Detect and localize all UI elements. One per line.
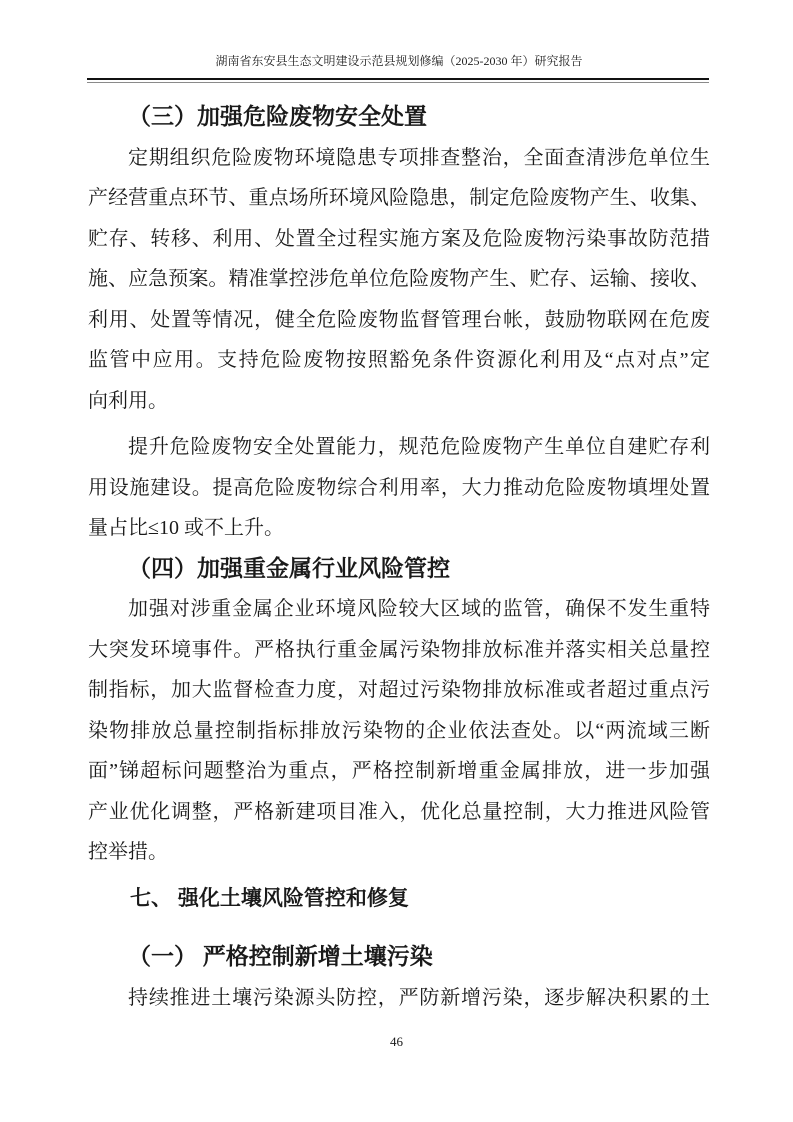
text-line: 持续推进土壤污染源头防控，严防新增污染，逐步解决积累的土	[128, 986, 710, 1009]
section-heading-3: （三）加强危险废物安全处置	[128, 104, 427, 129]
text-line: 量占比≤10 或不上升。	[88, 517, 284, 539]
text-line: 产经营重点环节、重点场所环境风险隐患，制定危险废物产生、收集、	[88, 187, 710, 209]
text-line: 控举措。	[88, 841, 168, 863]
text-line: 贮存、转移、利用、处置全过程实施方案及危险废物污染事故防范措	[88, 227, 710, 250]
text-line: 利用、处置等情况，健全危险废物监督管理台帐，鼓励物联网在危废	[88, 308, 710, 331]
text-line: 面”锑超标问题整治为重点，严格控制新增重金属排放，进一步加强	[88, 760, 710, 782]
paragraph	[88, 589, 710, 873]
text-line: 制指标，加大监督检查力度，对超过污染物排放标准或者超过重点污	[88, 679, 710, 701]
paragraph	[88, 138, 710, 422]
text-line: 加强对涉重金属企业环境风险较大区域的监管，确保不发生重特	[128, 598, 710, 620]
text-line: 施、应急预案。精准掌控涉危单位危险废物产生、贮存、运输、接收、	[88, 268, 710, 290]
text-line: 用设施建设。提高危险废物综合利用率，大力推动危险废物填埋处置	[88, 476, 710, 499]
text-line: 产业优化调整，严格新建项目准入，优化总量控制，大力推进风险管	[88, 800, 710, 823]
text-line: 定期组织危险废物环境隐患专项排查整治，全面查清涉危单位生	[128, 146, 710, 169]
page-number: 46	[390, 1034, 403, 1049]
text-line: 大突发环境事件。严格执行重金属污染物排放标准并落实相关总量控	[88, 638, 710, 661]
section-heading-1: （一） 严格控制新增土壤污染	[128, 944, 433, 969]
chapter-heading-7: 七、 强化土壤风险管控和修复	[130, 886, 409, 910]
paragraph	[88, 427, 710, 549]
section-heading-4: （四）加强重金属行业风险管控	[128, 555, 450, 581]
text-line: 向利用。	[88, 389, 168, 412]
running-header-title: 湖南省东安县生态文明建设示范县规划修编（2025-2030 年）研究报告	[215, 54, 583, 68]
text-line: 提升危险废物安全处置能力，规范危险废物产生单位自建贮存利	[128, 436, 710, 458]
page-body	[88, 97, 710, 1018]
header-rule-thick	[87, 78, 709, 80]
text-line: 监管中应用。支持危险废物按照豁免条件资源化利用及“点对点”定	[88, 349, 710, 371]
text-line: 染物排放总量控制指标排放污染物的企业依法查处。以“两流域三断	[88, 719, 710, 742]
paragraph	[88, 978, 710, 1019]
header-rule-thin	[87, 82, 709, 83]
